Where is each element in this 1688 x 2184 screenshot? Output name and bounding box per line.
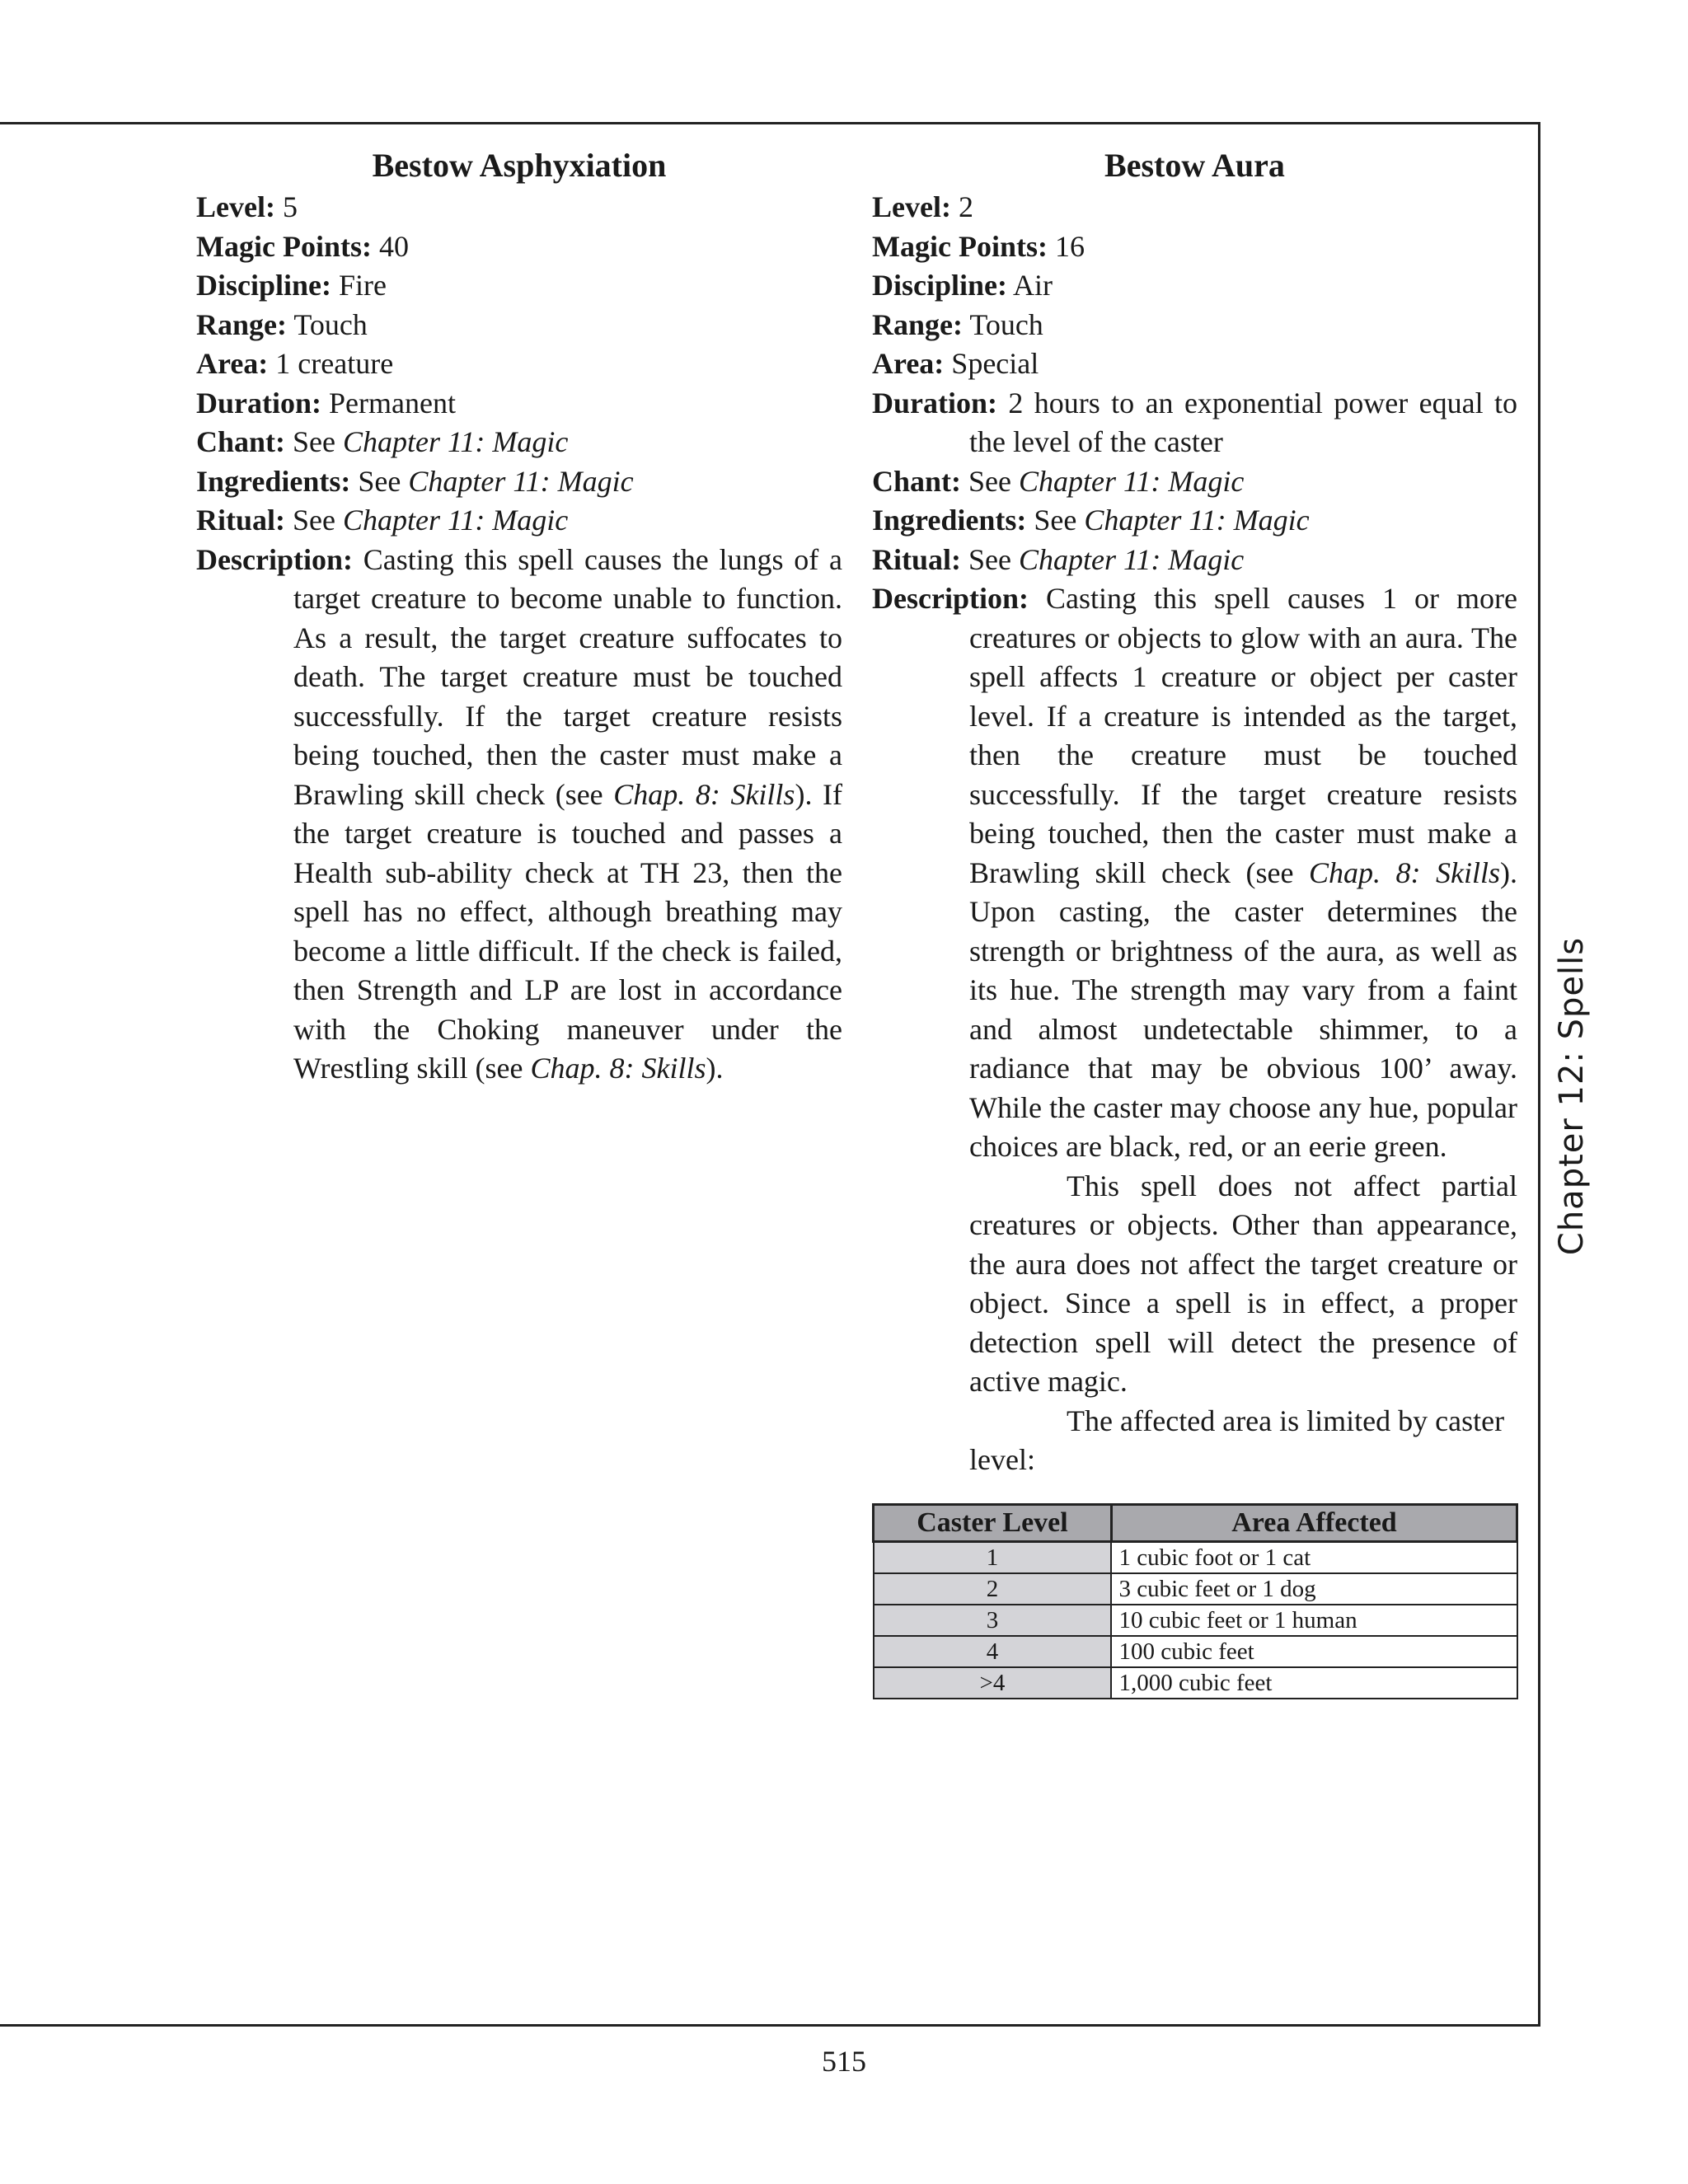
table-cell-area-affected: 1 cubic foot or 1 cat (1111, 1542, 1517, 1574)
spell-ritual: Ritual: See Chapter 11: Magic (872, 542, 1245, 576)
spell-magic-points: Magic Points: 16 (872, 229, 1085, 263)
spell-ingredients: Ingredients: See Chapter 11: Magic (872, 504, 1310, 537)
table-cell-caster-level: 4 (874, 1636, 1112, 1667)
spell-title: Bestow Aura (1104, 147, 1285, 184)
table-cell-caster-level: 1 (874, 1542, 1112, 1574)
table-row (874, 1667, 1517, 1699)
table-cell-area-affected: 10 cubic feet or 1 human (1111, 1605, 1517, 1636)
table-cell-caster-level: 2 (874, 1573, 1112, 1605)
table-cell-caster-level: >4 (874, 1667, 1112, 1699)
page-frame-bottom (0, 2024, 1540, 2027)
table-row (874, 1605, 1517, 1636)
spell-bestow-aura (872, 145, 1517, 1480)
spell-area: Area: Special (872, 347, 1039, 380)
column-header-caster-level: Caster Level (874, 1505, 1112, 1542)
spell-bestow-asphyxiation (196, 145, 842, 1089)
page-number: 515 (822, 2045, 866, 2078)
table-cell-area-affected: 3 cubic feet or 1 dog (1111, 1573, 1517, 1605)
table-cell-area-affected: 100 cubic feet (1111, 1636, 1517, 1667)
page-frame-right (1538, 122, 1540, 2027)
spell-discipline: Discipline: Air (872, 269, 1053, 302)
spell-range: Range: Touch (872, 307, 1043, 341)
table-cell-area-affected: 1,000 cubic feet (1111, 1667, 1517, 1699)
spell-description: Description: Casting this spell causes 1 or more creatures or objects to glow with an aura. The spell affects 1 creature or object per caster level. If a creature is intended as the target, then the creature must be touched successfully. If the target creature resists being touched, then the caster must make a Brawling skill check (see Chap. 8: Skills). Upon casting, the caster determines the strength or brightness of the aura, as well as its hue. The strength may vary from a faint and almost undetectable shimmer, to a radiance that may be obvious 100’ away. While the caster may choose any hue, popular choices are black, red, or an eerie green. (872, 582, 1517, 1163)
spell-ingredients: Ingredients: See Chapter 11: Magic (196, 464, 634, 498)
spell-area: Area: 1 creature (196, 347, 394, 380)
chapter-side-tab (1548, 936, 1596, 1256)
spell-description-paragraph: This spell does not affect partial creatures or objects. Other than appearance, the aura does not affect the target creature or object. Since a spell is in effect, a proper detection spell will detect the presence of active magic. (969, 1169, 1517, 1398)
spell-level: Level: 2 (872, 190, 973, 223)
table-row (874, 1542, 1517, 1574)
spell-level: Level: 5 (196, 190, 298, 223)
spell-chant: Chant: See Chapter 11: Magic (196, 425, 569, 458)
spell-duration: Duration: Permanent (196, 386, 456, 419)
column-header-area-affected: Area Affected (1111, 1505, 1517, 1542)
spell-description-paragraph: The affected area is limited by caster level: (969, 1404, 1505, 1476)
area-affected-table (872, 1503, 1518, 1699)
spell-description: Description: Casting this spell causes the lungs of a target creature to become unable to function. As a result, the target creature suffocates to death. The target creature must be touched successfully. If the target creature resists being touched, then the caster must make a Brawling skill check (see Chap. 8: Skills). If the target creature is touched and passes a Health sub-ability check at TH 23, then the spell has no effect, although breathing may become a little difficult. If the check is failed, then Strength and LP are lost in accordance with the Choking maneuver under the Wrestling skill (see Chap. 8: Skills). (196, 542, 843, 1085)
spell-range: Range: Touch (196, 307, 368, 341)
chapter-side-label: Chapter 12: Spells (1553, 936, 1591, 1256)
spell-title: Bestow Asphyxiation (372, 147, 667, 184)
table-row (874, 1636, 1517, 1667)
spell-magic-points: Magic Points: 40 (196, 229, 409, 263)
spell-duration: Duration: 2 hours to an exponential power equal to the level of the caster (872, 386, 1517, 458)
page-frame-top (0, 122, 1540, 124)
spell-chant: Chant: See Chapter 11: Magic (872, 464, 1245, 498)
table-row (874, 1573, 1517, 1605)
table-header-row (874, 1505, 1517, 1542)
table-cell-caster-level: 3 (874, 1605, 1112, 1636)
spell-ritual: Ritual: See Chapter 11: Magic (196, 504, 569, 537)
spell-discipline: Discipline: Fire (196, 269, 387, 302)
